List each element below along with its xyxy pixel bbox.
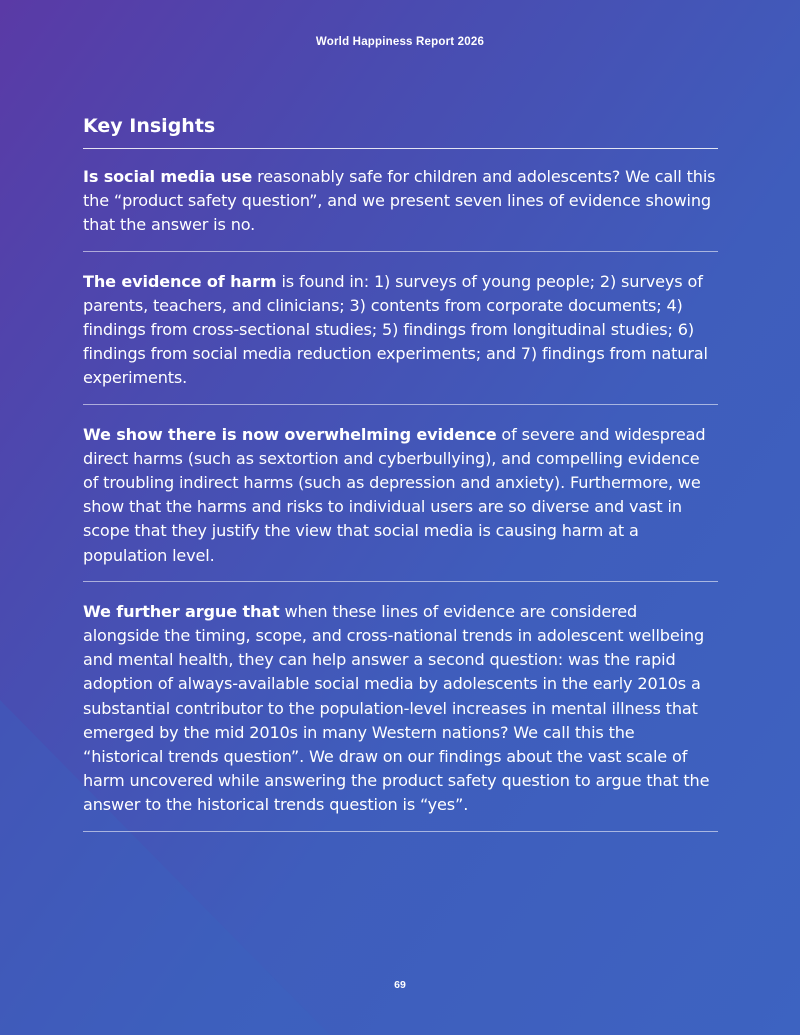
insight-body: when these lines of evidence are considered alongside the timing, scope, and cross-national trends in adolescent wellbeing and mental health, they can help answer a second question: was the rapid adoption of always-available social media by adolescents in the early 2010s a substantial contributor to the population-level increases in mental illness that emerged by the mid 2010s in many Western nations? We call this the “historical trends question”. We draw on our findings about the vast scale of harm uncovered while answering the product safety question to argue that the answer to the historical trends question is “yes”. (83, 601, 710, 815)
insight-paragraph-2 (83, 252, 718, 405)
insight-body: of severe and widespread direct harms (such as sextortion and cyberbullying), and compelling evidence of troubling indirect harms (such as depression and anxiety). Furthermore, we show that the harms and risks to individual users are so diverse and vast in scope that they justify the view that social media is causing harm at a population level. (83, 424, 706, 565)
insight-lead: The evidence of harm (83, 271, 277, 291)
insight-lead: Is social media use (83, 167, 253, 186)
page-number: 69 (394, 979, 406, 991)
section-title: Key Insights (83, 112, 718, 149)
key-insights-section (83, 112, 718, 832)
insight-paragraph-3 (83, 405, 718, 582)
insight-body: reasonably safe for children and adolescents? We call this the “product safety question”, and we present seven lines of evidence showing that the answer is no. (83, 167, 716, 235)
insight-paragraph-4 (83, 582, 718, 832)
insight-body: is found in: 1) surveys of young people; 2) surveys of parents, teachers, and clinicians; 3) contents from corporate documents; 4) findings from cross-sectional studies; 5) findings from longitudinal studies; 6) findings from social media reduction experiments; and 7) findings from natural experiments. (83, 271, 708, 388)
insight-paragraph-1 (83, 149, 718, 252)
insight-lead: We show there is now overwhelming evidence (83, 424, 497, 444)
running-header: World Happiness Report 2026 (315, 36, 485, 48)
insight-lead: We further argue that (83, 601, 280, 621)
